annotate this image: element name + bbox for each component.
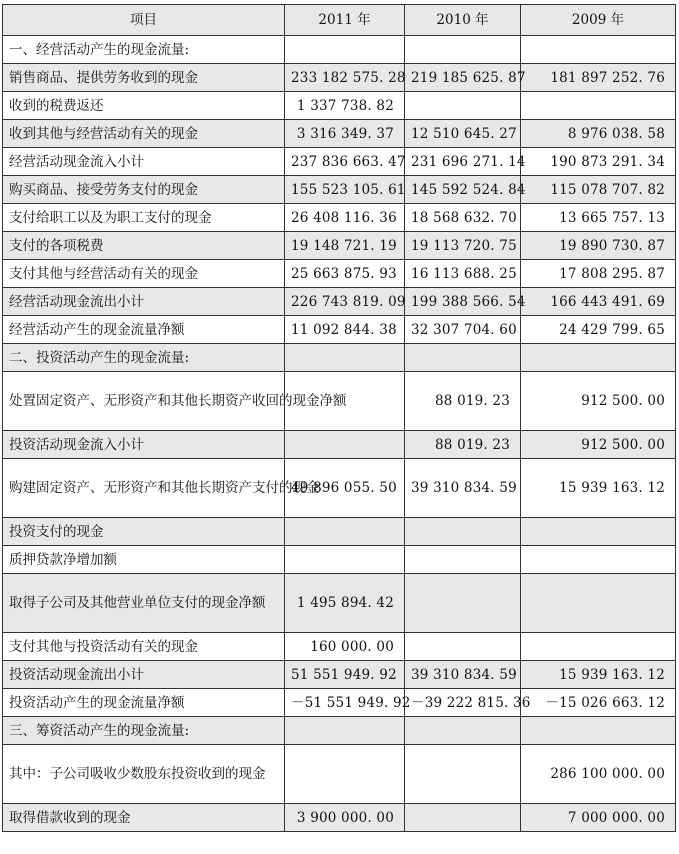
header-2011: 2011 年 bbox=[285, 5, 405, 36]
value-2011 bbox=[285, 546, 405, 574]
header-2009: 2009 年 bbox=[521, 5, 676, 36]
table-row bbox=[3, 92, 676, 120]
value-2011: 1 495 894. 42 bbox=[285, 574, 405, 633]
value-2009 bbox=[521, 518, 676, 546]
value-2009: 15 939 163. 12 bbox=[521, 459, 676, 518]
table-row bbox=[3, 804, 676, 832]
row-label: 质押贷款净增加额 bbox=[3, 546, 285, 574]
row-label: 取得借款收到的现金 bbox=[3, 804, 285, 832]
value-2009: 19 890 730. 87 bbox=[521, 232, 676, 260]
value-2009: 181 897 252. 76 bbox=[521, 64, 676, 92]
table-row bbox=[3, 148, 676, 176]
table-row bbox=[3, 431, 676, 459]
value-2009: 115 078 707. 82 bbox=[521, 176, 676, 204]
value-2011 bbox=[285, 518, 405, 546]
row-label: 经营活动产生的现金流量净额 bbox=[3, 316, 285, 344]
row-label: 购买商品、接受劳务支付的现金 bbox=[3, 176, 285, 204]
table-row bbox=[3, 518, 676, 546]
row-label: 支付给职工以及为职工支付的现金 bbox=[3, 204, 285, 232]
row-label: 购建固定资产、无形资产和其他长期资产支付的现金 bbox=[3, 459, 285, 518]
value-2011: 3 316 349. 37 bbox=[285, 120, 405, 148]
table-row bbox=[3, 36, 676, 64]
row-label: 一、经营活动产生的现金流量: bbox=[3, 36, 285, 64]
value-2009: 24 429 799. 65 bbox=[521, 316, 676, 344]
row-label: 投资活动现金流出小计 bbox=[3, 661, 285, 689]
row-label: 投资活动产生的现金流量净额 bbox=[3, 689, 285, 717]
value-2010 bbox=[405, 546, 521, 574]
value-2010: 16 113 688. 25 bbox=[405, 260, 521, 288]
value-2010: 199 388 566. 54 bbox=[405, 288, 521, 316]
value-2010 bbox=[405, 92, 521, 120]
table-row bbox=[3, 546, 676, 574]
value-2010 bbox=[405, 633, 521, 661]
row-label: 经营活动现金流出小计 bbox=[3, 288, 285, 316]
table-row bbox=[3, 633, 676, 661]
value-2011: 160 000. 00 bbox=[285, 633, 405, 661]
value-2011 bbox=[285, 36, 405, 64]
value-2010: 88 019. 23 bbox=[405, 431, 521, 459]
value-2009 bbox=[521, 574, 676, 633]
value-2010: 32 307 704. 60 bbox=[405, 316, 521, 344]
value-2010 bbox=[405, 36, 521, 64]
table-row bbox=[3, 745, 676, 804]
value-2011 bbox=[285, 745, 405, 804]
value-2011: 26 408 116. 36 bbox=[285, 204, 405, 232]
value-2009 bbox=[521, 92, 676, 120]
value-2009: 8 976 038. 58 bbox=[521, 120, 676, 148]
value-2010 bbox=[405, 344, 521, 372]
value-2011: 51 551 949. 92 bbox=[285, 661, 405, 689]
value-2010: 18 568 632. 70 bbox=[405, 204, 521, 232]
value-2011 bbox=[285, 344, 405, 372]
table-row bbox=[3, 574, 676, 633]
value-2009: 190 873 291. 34 bbox=[521, 148, 676, 176]
value-2011 bbox=[285, 717, 405, 745]
value-2009: 166 443 491. 69 bbox=[521, 288, 676, 316]
value-2009: 286 100 000. 00 bbox=[521, 745, 676, 804]
table-row bbox=[3, 232, 676, 260]
value-2010: 12 510 645. 27 bbox=[405, 120, 521, 148]
table-row bbox=[3, 689, 676, 717]
value-2011: 25 663 875. 93 bbox=[285, 260, 405, 288]
row-label: 支付的各项税费 bbox=[3, 232, 285, 260]
value-2009 bbox=[521, 344, 676, 372]
value-2009: 912 500. 00 bbox=[521, 431, 676, 459]
value-2011: －51 551 949. 92 bbox=[285, 689, 405, 717]
table-row bbox=[3, 459, 676, 518]
value-2011: 226 743 819. 09 bbox=[285, 288, 405, 316]
value-2011: 3 900 000. 00 bbox=[285, 804, 405, 832]
value-2009 bbox=[521, 36, 676, 64]
value-2010 bbox=[405, 804, 521, 832]
table-row bbox=[3, 344, 676, 372]
table-row bbox=[3, 64, 676, 92]
table-row bbox=[3, 288, 676, 316]
value-2011: 1 337 738. 82 bbox=[285, 92, 405, 120]
table-row bbox=[3, 120, 676, 148]
value-2010: 39 310 834. 59 bbox=[405, 661, 521, 689]
value-2010: 231 696 271. 14 bbox=[405, 148, 521, 176]
header-item: 项目 bbox=[3, 5, 285, 36]
value-2011 bbox=[285, 431, 405, 459]
value-2010 bbox=[405, 717, 521, 745]
value-2010: 145 592 524. 84 bbox=[405, 176, 521, 204]
value-2011: 11 092 844. 38 bbox=[285, 316, 405, 344]
table-row bbox=[3, 260, 676, 288]
row-label: 其中：子公司吸收少数股东投资收到的现金 bbox=[3, 745, 285, 804]
row-label: 收到其他与经营活动有关的现金 bbox=[3, 120, 285, 148]
row-label: 处置固定资产、无形资产和其他长期资产收回的现金净额 bbox=[3, 372, 285, 431]
value-2009: 7 000 000. 00 bbox=[521, 804, 676, 832]
value-2009: 912 500. 00 bbox=[521, 372, 676, 431]
row-label: 取得子公司及其他营业单位支付的现金净额 bbox=[3, 574, 285, 633]
value-2009 bbox=[521, 717, 676, 745]
value-2010: 39 310 834. 59 bbox=[405, 459, 521, 518]
value-2010: 88 019. 23 bbox=[405, 372, 521, 431]
table-row bbox=[3, 176, 676, 204]
value-2011: 49 896 055. 50 bbox=[285, 459, 405, 518]
value-2009: －15 026 663. 12 bbox=[521, 689, 676, 717]
row-label: 支付其他与经营活动有关的现金 bbox=[3, 260, 285, 288]
value-2011: 233 182 575. 28 bbox=[285, 64, 405, 92]
cash-flow-table bbox=[2, 4, 676, 832]
row-label: 支付其他与投资活动有关的现金 bbox=[3, 633, 285, 661]
value-2010 bbox=[405, 574, 521, 633]
table-header-row bbox=[3, 5, 676, 36]
value-2011: 19 148 721. 19 bbox=[285, 232, 405, 260]
value-2009 bbox=[521, 546, 676, 574]
table-row bbox=[3, 717, 676, 745]
row-label: 三、筹资活动产生的现金流量: bbox=[3, 717, 285, 745]
value-2010: 19 113 720. 75 bbox=[405, 232, 521, 260]
row-label: 收到的税费返还 bbox=[3, 92, 285, 120]
value-2010: －39 222 815. 36 bbox=[405, 689, 521, 717]
table-row bbox=[3, 661, 676, 689]
row-label: 投资支付的现金 bbox=[3, 518, 285, 546]
value-2010: 219 185 625. 87 bbox=[405, 64, 521, 92]
value-2010 bbox=[405, 745, 521, 804]
value-2009 bbox=[521, 633, 676, 661]
row-label: 销售商品、提供劳务收到的现金 bbox=[3, 64, 285, 92]
table-row bbox=[3, 204, 676, 232]
value-2009: 15 939 163. 12 bbox=[521, 661, 676, 689]
row-label: 投资活动现金流入小计 bbox=[3, 431, 285, 459]
row-label: 经营活动现金流入小计 bbox=[3, 148, 285, 176]
header-2010: 2010 年 bbox=[405, 5, 521, 36]
table-row bbox=[3, 316, 676, 344]
value-2009: 13 665 757. 13 bbox=[521, 204, 676, 232]
value-2011: 237 836 663. 47 bbox=[285, 148, 405, 176]
value-2009: 17 808 295. 87 bbox=[521, 260, 676, 288]
value-2011: 155 523 105. 61 bbox=[285, 176, 405, 204]
row-label: 二、投资活动产生的现金流量: bbox=[3, 344, 285, 372]
value-2010 bbox=[405, 518, 521, 546]
table-row bbox=[3, 372, 676, 431]
